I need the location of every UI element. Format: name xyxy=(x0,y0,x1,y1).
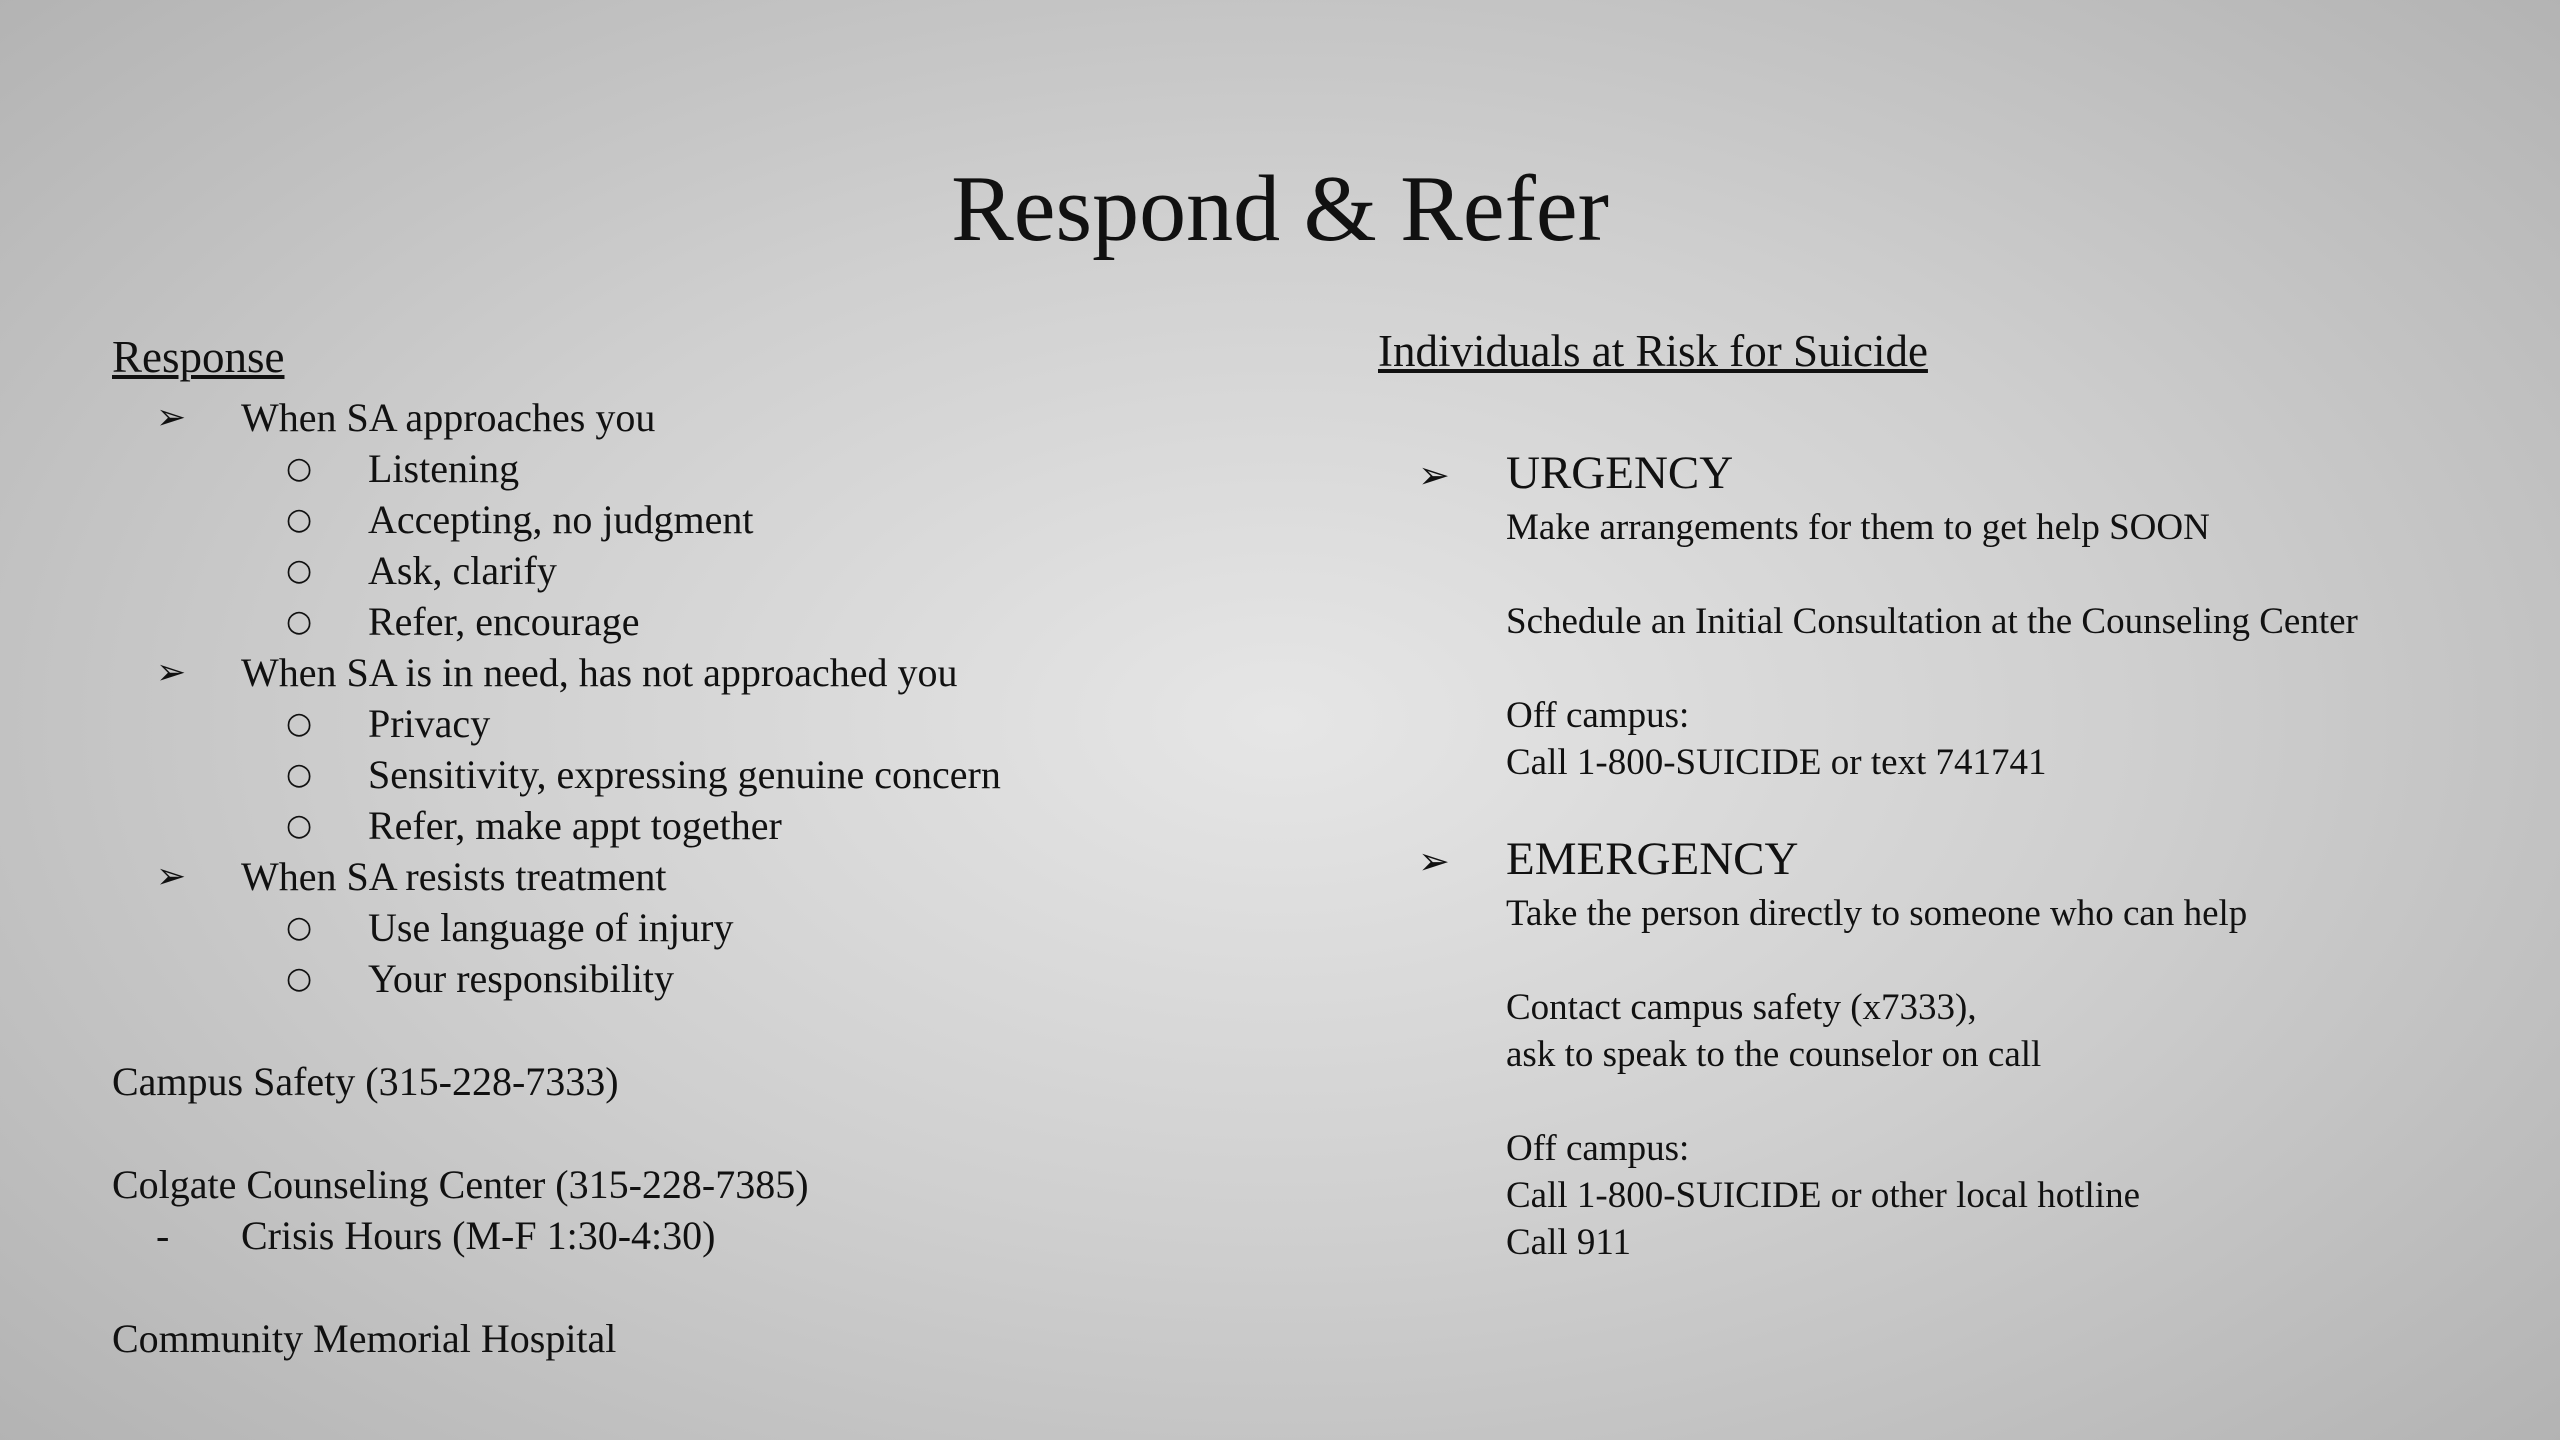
response-item xyxy=(112,443,1312,494)
spacer xyxy=(1378,378,2518,442)
slide-title: Respond & Refer xyxy=(951,157,1609,261)
circle-bullet-icon: ○ xyxy=(286,910,313,945)
item-label: Privacy xyxy=(368,701,491,746)
response-group xyxy=(112,392,1312,443)
arrow-bullet-icon: ➢ xyxy=(156,652,187,693)
emergency-heading xyxy=(1378,828,2518,890)
group-label: When SA approaches you xyxy=(241,395,656,440)
urgency-line: Schedule an Initial Consultation at the Counseling Center xyxy=(1506,601,2358,642)
spacer xyxy=(112,1261,1312,1313)
emergency-line: Call 911 xyxy=(1506,1222,1632,1263)
crisis-hours xyxy=(112,1210,1312,1261)
response-item xyxy=(112,902,1312,953)
response-item xyxy=(112,494,1312,545)
urgency-line: Make arrangements for them to get help SOON xyxy=(1506,507,2210,548)
emergency-line: Contact campus safety (x7333), xyxy=(1506,987,1977,1028)
urgency-line: Call 1-800-SUICIDE or text 741741 xyxy=(1506,742,2047,783)
response-group xyxy=(112,851,1312,902)
urgency-section xyxy=(1378,442,2518,786)
circle-bullet-icon: ○ xyxy=(286,451,313,486)
spacer xyxy=(112,1107,1312,1159)
response-column xyxy=(112,330,1312,1364)
circle-bullet-icon: ○ xyxy=(286,502,313,537)
spacer xyxy=(1378,645,2518,692)
urgency-line: Off campus: xyxy=(1506,695,1690,736)
item-label: Accepting, no judgment xyxy=(368,497,754,542)
response-item xyxy=(112,596,1312,647)
campus-safety-contact: Campus Safety (315-228-7333) xyxy=(112,1059,619,1104)
dash-bullet-icon: - xyxy=(156,1213,170,1258)
group-label: When SA resists treatment xyxy=(241,854,667,899)
response-item xyxy=(112,953,1312,1004)
arrow-bullet-icon: ➢ xyxy=(156,856,187,897)
crisis-hours-label: Crisis Hours (M-F 1:30-4:30) xyxy=(241,1213,716,1258)
arrow-bullet-icon: ➢ xyxy=(1418,453,1450,497)
item-label: Use language of injury xyxy=(368,905,734,950)
arrow-bullet-icon: ➢ xyxy=(156,397,187,438)
suicide-risk-column xyxy=(1378,324,2518,1266)
item-label: Ask, clarify xyxy=(368,548,557,593)
urgency-heading xyxy=(1378,442,2518,504)
circle-bullet-icon: ○ xyxy=(286,808,313,843)
response-list xyxy=(112,392,1312,1004)
item-label: Refer, encourage xyxy=(368,599,640,644)
circle-bullet-icon: ○ xyxy=(286,961,313,996)
emergency-label: EMERGENCY xyxy=(1506,833,1799,885)
response-item xyxy=(112,800,1312,851)
item-label: Refer, make appt together xyxy=(368,803,782,848)
response-item xyxy=(112,698,1312,749)
emergency-line: Off campus: xyxy=(1506,1128,1690,1169)
emergency-line: Call 1-800-SUICIDE or other local hotline xyxy=(1506,1175,2141,1216)
suicide-risk-heading: Individuals at Risk for Suicide xyxy=(1378,326,1928,376)
response-group xyxy=(112,647,1312,698)
spacer xyxy=(1378,1078,2518,1125)
emergency-line: Take the person directly to someone who can help xyxy=(1506,893,2248,934)
response-heading: Response xyxy=(112,332,285,382)
spacer xyxy=(1378,551,2518,598)
circle-bullet-icon: ○ xyxy=(286,604,313,639)
counseling-center-contact: Colgate Counseling Center (315-228-7385) xyxy=(112,1162,809,1207)
response-item xyxy=(112,545,1312,596)
response-item xyxy=(112,749,1312,800)
circle-bullet-icon: ○ xyxy=(286,706,313,741)
item-label: Your responsibility xyxy=(368,956,674,1001)
spacer xyxy=(1378,786,2518,828)
spacer xyxy=(1378,937,2518,984)
emergency-section xyxy=(1378,828,2518,1266)
item-label: Listening xyxy=(368,446,520,491)
hospital-contact: Community Memorial Hospital xyxy=(112,1316,617,1361)
item-label: Sensitivity, expressing genuine concern xyxy=(368,752,1001,797)
spacer xyxy=(112,1004,1312,1056)
arrow-bullet-icon: ➢ xyxy=(1418,839,1450,883)
urgency-label: URGENCY xyxy=(1506,447,1734,499)
circle-bullet-icon: ○ xyxy=(286,757,313,792)
group-label: When SA is in need, has not approached you xyxy=(241,650,958,695)
circle-bullet-icon: ○ xyxy=(286,553,313,588)
emergency-line: ask to speak to the counselor on call xyxy=(1506,1034,2042,1075)
